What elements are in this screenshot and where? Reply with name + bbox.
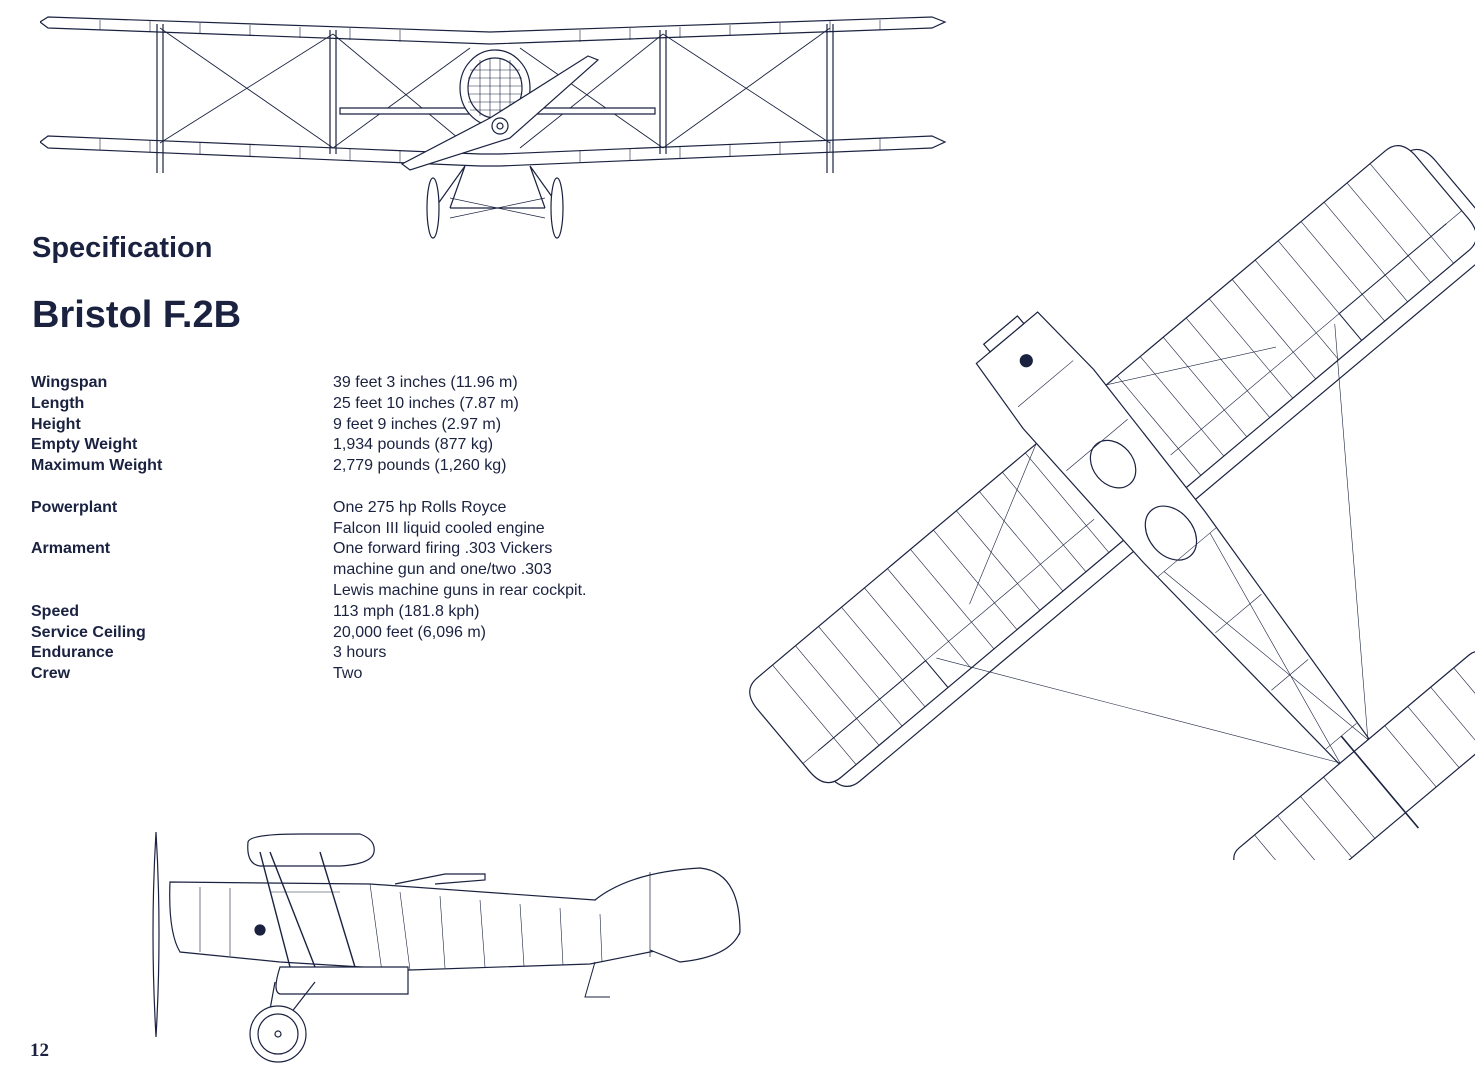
spec-value-line: Lewis machine guns in rear cockpit.: [333, 581, 587, 599]
spec-value-line: Two: [333, 665, 363, 683]
spec-label: Maximum Weight: [31, 457, 163, 475]
spec-value: [333, 498, 671, 540]
spec-value: [333, 435, 671, 456]
aircraft-name: Bristol F.2B: [32, 294, 242, 336]
spec-value: [333, 456, 671, 477]
spec-value: [333, 539, 671, 601]
spec-label: Endurance: [31, 644, 114, 662]
spec-value-line: machine gun and one/two .303: [333, 561, 552, 579]
spec-row-height: [31, 415, 671, 436]
spec-label: Speed: [31, 602, 80, 620]
spec-row-empty-weight: [31, 435, 671, 456]
spec-label: Wingspan: [31, 374, 108, 391]
spec-value-line: 20,000 feet (6,096 m): [333, 623, 486, 641]
spec-row-armament: [31, 539, 671, 601]
spec-table: [31, 373, 671, 685]
spec-value-line: One 275 hp Rolls Royce: [333, 498, 507, 516]
spec-label: Empty Weight: [31, 436, 138, 454]
spec-value-line: 2,779 pounds (1,260 kg): [333, 457, 507, 475]
page-number: 12: [30, 1040, 49, 1061]
spec-value: [333, 643, 671, 664]
spec-value-line: 1,934 pounds (877 kg): [333, 436, 494, 454]
spec-value: [333, 602, 671, 623]
spec-label: Height: [31, 415, 81, 433]
spec-value: [333, 394, 671, 415]
spec-value: [333, 623, 671, 644]
side-view-drawing: [140, 822, 755, 1072]
spec-row-crew: [31, 664, 671, 685]
spec-value-line: Falcon III liquid cooled engine: [333, 519, 545, 537]
spec-value-line: 9 feet 9 inches (2.97 m): [333, 415, 502, 433]
spec-value-line: 25 feet 10 inches (7.87 m): [333, 394, 519, 412]
spec-label: Powerplant: [31, 498, 118, 516]
spec-row-length: [31, 394, 671, 415]
spec-value: [333, 415, 671, 436]
spec-label: Length: [31, 394, 85, 412]
plan-view-drawing: [725, 100, 1475, 860]
spec-row-maximum-weight: [31, 456, 671, 477]
spec-value-line: 3 hours: [333, 644, 387, 662]
spec-value-line: 113 mph (181.8 kph): [333, 602, 480, 620]
spec-row-service-ceiling: [31, 623, 671, 644]
spec-value: [333, 664, 671, 685]
section-heading: Specification: [32, 232, 213, 264]
spec-row-powerplant: [31, 498, 671, 540]
spec-row-endurance: [31, 643, 671, 664]
spec-value-line: One forward firing .303 Vickers: [333, 540, 553, 558]
spec-label: Service Ceiling: [31, 623, 146, 641]
spec-label: Armament: [31, 540, 111, 558]
spec-label: Crew: [31, 665, 71, 683]
spec-value-line: 39 feet 3 inches (11.96 m): [333, 374, 518, 391]
spec-row-wingspan: [31, 373, 671, 394]
spec-row-speed: [31, 602, 671, 623]
spec-value: [333, 373, 671, 394]
